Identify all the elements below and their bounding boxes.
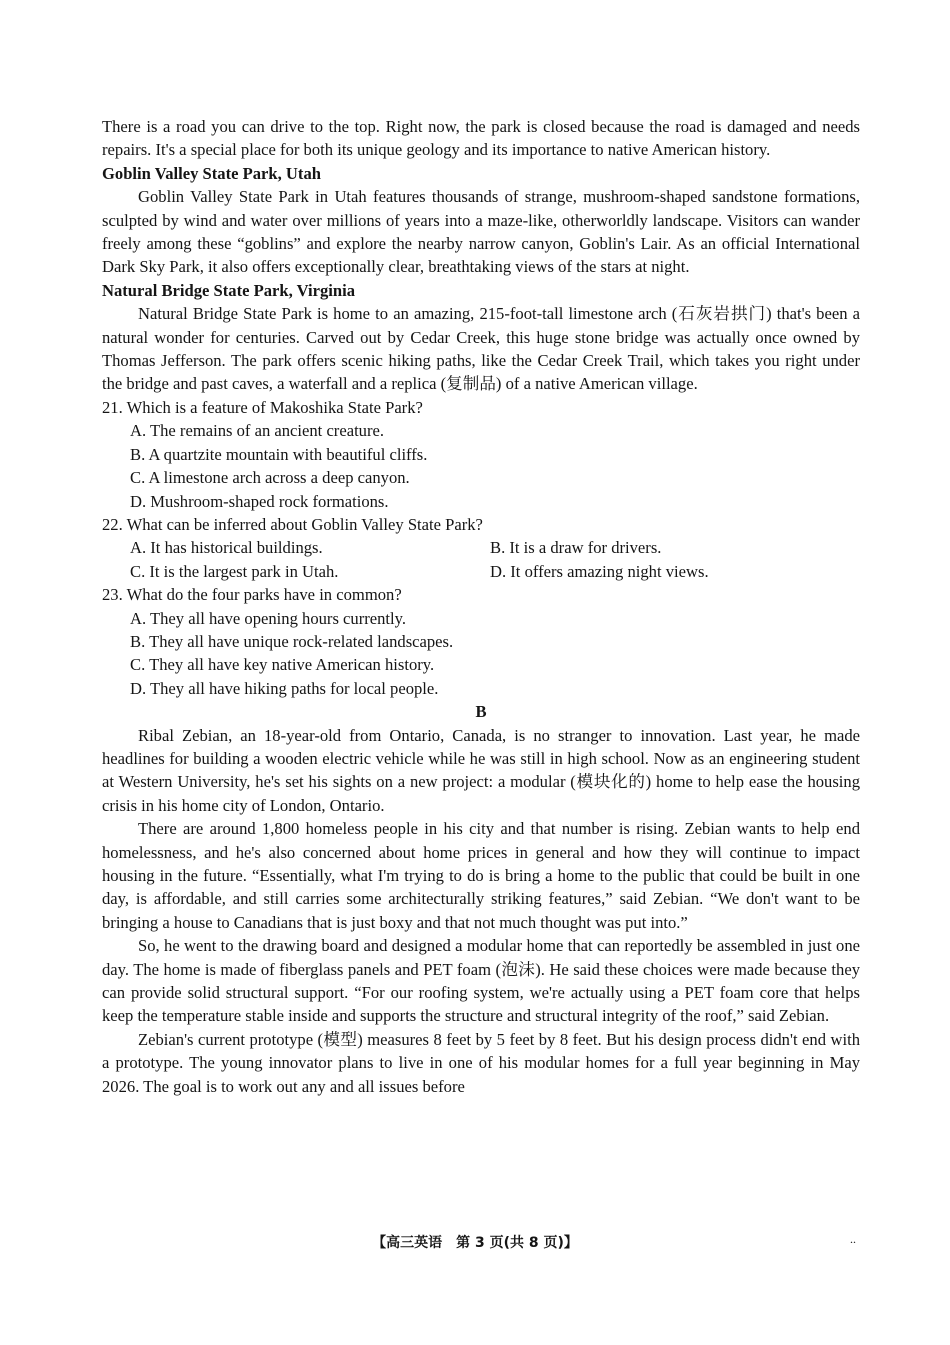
option-b: B. They all have unique rock-related landscapes. bbox=[130, 631, 454, 651]
option-row bbox=[102, 536, 860, 559]
passage-b-paragraph: Zebian's current prototype (模型) measures 8 feet by 5 feet by 8 feet. But his design process didn't end with a prototype. The young innovator plans to live in one of his modular homes for a full year beginning in May 2026. The goal is to work out any and all issues before bbox=[102, 1029, 860, 1096]
option-a: A. The remains of an ancient creature. bbox=[130, 421, 385, 441]
question-stem: 23. What do the four parks have in common? bbox=[102, 585, 402, 605]
footer-mark: .. bbox=[850, 1232, 856, 1246]
question-23 bbox=[102, 583, 860, 700]
park-text-natural-bridge: Natural Bridge State Park is home to an amazing, 215-foot-tall limestone arch (石灰岩拱门) that's been a natural wonder for centuries. Carved out by Cedar Creek, this huge stone bridge was actually once owned by Thomas Jefferson. The park offers scenic hiking paths, like the Cedar Creek Trail, which takes you right under the bridge and past caves, a waterfall and a replica (复制品) of a native American village. bbox=[102, 304, 860, 394]
option-c: C. A limestone arch across a deep canyon. bbox=[130, 468, 410, 488]
page-footer: 【高三英语 第 3 页(共 8 页)】 bbox=[372, 1235, 578, 1251]
option-a: A. They all have opening hours currently. bbox=[130, 608, 407, 628]
passage-b-paragraph: Ribal Zebian, an 18-year-old from Ontario, Canada, is no stranger to innovation. Last year, he made headlines for building a wooden electric vehicle while he was still in high school. Now as an engineering student at Western University, he's set his sights on a new project: a modular (模块化的) home to help ease the housing crisis in his home city of London, Ontario. bbox=[102, 725, 860, 815]
park-heading-goblin-valley: Goblin Valley State Park, Utah bbox=[102, 163, 321, 183]
option-c: C. They all have key native American history. bbox=[130, 655, 435, 675]
passage-b-paragraph: There are around 1,800 homeless people in his city and that number is rising. Zebian wants to help end homelessness, and he's also concerned about home prices in general and how they will continue to impact housing in the future. “Essentially, what I'm trying to do is bring a home to the public that could be built in one day, is affordable, and still carries some architecturally striking features,” said Zebian. “We don't want to be bringing a house to Canadians that is just boxy and that not much thought was put into.” bbox=[102, 819, 860, 932]
option-b: B. A quartzite mountain with beautiful cliffs. bbox=[130, 444, 428, 464]
question-21 bbox=[102, 396, 860, 513]
question-stem: 21. Which is a feature of Makoshika State Park? bbox=[102, 397, 423, 417]
option-d: D. Mushroom-shaped rock formations. bbox=[130, 491, 389, 511]
option-c: C. It is the largest park in Utah. bbox=[130, 561, 339, 581]
section-label-b: B bbox=[475, 702, 487, 722]
passage-a-intro: There is a road you can drive to the top. Right now, the park is closed because the road is damaged and needs repairs. It's a special place for both its unique geology and its importance to native American history. bbox=[102, 117, 860, 160]
park-heading-natural-bridge: Natural Bridge State Park, Virginia bbox=[102, 280, 356, 300]
option-d: D. It offers amazing night views. bbox=[490, 561, 709, 581]
option-row bbox=[102, 560, 860, 583]
question-stem: 22. What can be inferred about Goblin Valley State Park? bbox=[102, 514, 483, 534]
option-a: A. It has historical buildings. bbox=[130, 538, 323, 558]
exam-page-content bbox=[102, 115, 860, 1098]
passage-b-paragraph: So, he went to the drawing board and designed a modular home that can reportedly be assembled in just one day. The home is made of fiberglass panels and PET foam (泡沫). He said these choices were made because they can provide solid structural support. “For our roofing system, we're actually using a PET foam core that helps keep the temperature stable inside and supports the structure and structural integrity of the roof,” said Zebian. bbox=[102, 936, 860, 1026]
question-22 bbox=[102, 513, 860, 583]
option-b: B. It is a draw for drivers. bbox=[490, 538, 662, 558]
park-text-goblin-valley: Goblin Valley State Park in Utah features thousands of strange, mushroom-shaped sandstone formations, sculpted by wind and water over millions of years into a maze-like, otherworldly landscape. Visitors can wander freely among these “goblins” and explore the nearby narrow canyon, Goblin's Lair. As an official International Dark Sky Park, it also offers exceptionally clear, breathtaking views of the stars at night. bbox=[102, 187, 860, 277]
option-d: D. They all have hiking paths for local people. bbox=[130, 678, 439, 698]
